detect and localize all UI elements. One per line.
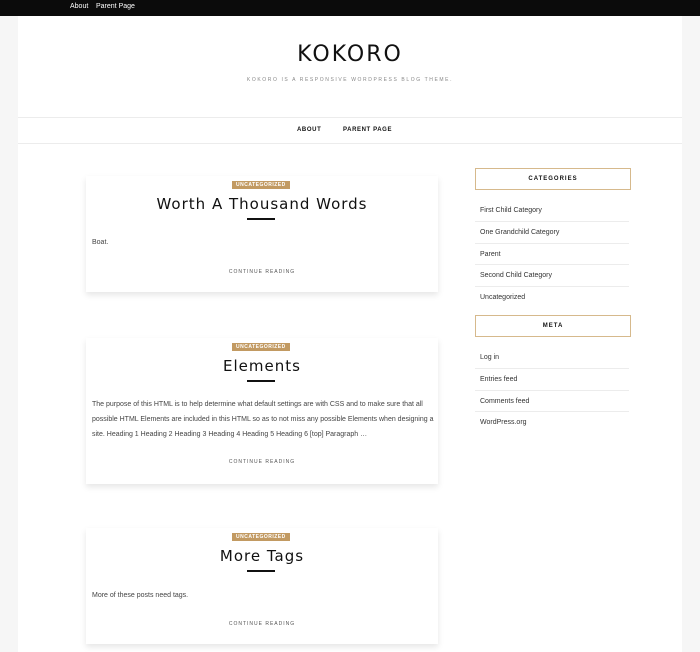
list-item [475,200,629,222]
site-description: KOKORO IS A RESPONSIVE WORDPRESS BLOG THEME. [246,77,454,83]
widget-title-categories: CATEGORIES [475,168,631,190]
nav-top-divider [18,117,682,118]
category-link[interactable]: Second Child Category [480,272,552,280]
nav-item-about[interactable]: ABOUT [297,127,322,133]
meta-link[interactable]: WordPress.org [480,419,527,427]
post-card [86,176,438,292]
post-title[interactable]: More Tags [219,547,305,565]
list-item [475,391,629,413]
category-link[interactable]: One Grandchild Category [480,228,560,236]
nav-item-parent-page[interactable]: PARENT PAGE [343,127,393,133]
post-excerpt: More of these posts need tags. [92,592,189,599]
continue-reading-link[interactable]: CONTINUE READING [228,621,296,627]
meta-link[interactable]: Entries feed [480,375,518,383]
widget-title-meta: META [475,315,631,337]
list-item [475,244,629,266]
list-item [475,265,629,287]
list-item [475,222,629,244]
list-item [475,412,629,434]
nav-bottom-divider [18,143,682,144]
list-item [475,347,629,369]
post-title[interactable]: Worth A Thousand Words [156,195,368,213]
continue-reading-link[interactable]: CONTINUE READING [228,269,296,275]
title-underline [247,380,275,382]
list-item [475,369,629,391]
category-badge[interactable]: UNCATEGORIZED [232,533,290,541]
category-badge[interactable]: UNCATEGORIZED [232,181,290,189]
site-title[interactable]: KOKORO [297,42,403,67]
category-link[interactable]: First Child Category [480,207,542,214]
categories-list [475,200,629,309]
top-bar [0,0,700,16]
post-card [86,338,438,484]
list-item [475,287,629,309]
title-underline [247,218,275,220]
category-link[interactable]: Uncategorized [480,294,526,301]
title-underline [247,570,275,572]
post-card [86,528,438,644]
category-link[interactable]: Parent [480,250,501,258]
post-excerpt: Boat. [92,239,109,246]
meta-link[interactable]: Comments feed [480,397,530,405]
meta-link[interactable]: Log in [480,354,500,361]
continue-reading-link[interactable]: CONTINUE READING [228,459,296,465]
category-badge[interactable]: UNCATEGORIZED [232,343,290,351]
post-excerpt: The purpose of this HTML is to help determine what default settings are with CSS and to make sure that all possible HTML Elements are included in this HTML so as to not miss any possible Elements when designing a site. Heading 1 Heading 2 Heading 3 Heading 4 Heading 5 Heading 6 [top] Paragraph … [92,401,434,438]
meta-list [475,347,629,434]
topbar-link-about[interactable]: About [70,3,89,10]
topbar-link-parent-page[interactable]: Parent Page [96,3,135,10]
post-title[interactable]: Elements [223,357,301,375]
